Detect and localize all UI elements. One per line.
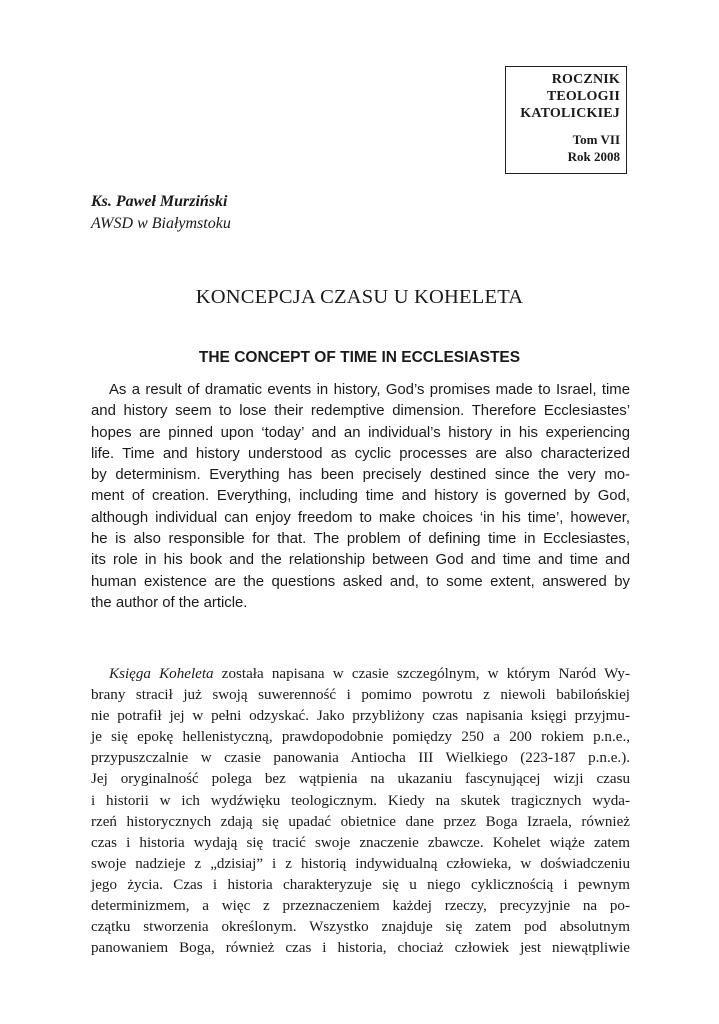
body-line: jego życia. Czas i historia charakteryzuje się u niego cyklicznością i pewnym	[91, 876, 630, 893]
abstract-line: and history seem to lose their redemptive dimension. Therefore Ecclesiastes’	[91, 403, 630, 420]
body-line: brany stracił już swoją suwerenność i pomimo powrotu z niewoli babilońskiej	[91, 687, 630, 704]
body-line: panowaniem Boga, również czas i historia, chociaż człowiek jest niewątpliwie	[91, 940, 630, 957]
journal-year: Rok 2008	[567, 149, 620, 164]
abstract-line: the author of the article.	[91, 594, 248, 611]
abstract-line: although individual can enjoy freedom to make choices ‘in his time’, however,	[91, 509, 630, 526]
abstract-line: human existence are the questions asked and, to some extent, answered by	[91, 573, 630, 590]
abstract	[91, 380, 630, 614]
body-line: determinizmem, a więc z przeznaczeniem każdej rzeczy, precyzyjnie na po-	[91, 898, 630, 915]
body-line: przypuszczalnie w czasie panowania Antiocha III Wielkiego (223-187 p.n.e.).	[91, 750, 630, 767]
abstract-line: by determinism. Everything has been precisely destined since the very mo-	[91, 467, 630, 484]
author-affiliation: AWSD w Białymstoku	[91, 215, 231, 232]
body-line: i historii w ich wydźwięku teologicznym. Kiedy na skutek tragicznych wyda-	[91, 792, 630, 809]
abstract-line: its role in his book and the relationship between God and time and time and	[91, 552, 630, 569]
abstract-line: hopes are pinned upon ‘today’ and an individual’s history in his experiencing	[91, 424, 630, 441]
body-line: Jej oryginalność polega bez wątpienia na ukazaniu fascynującej wizji czasu	[91, 771, 630, 788]
author-block	[91, 191, 231, 235]
body-line: rzeń historycznych zdają się upadać obietnice dane przez Boga Izraela, również	[91, 813, 630, 830]
journal-title-line: KATOLICKIEJ	[520, 106, 620, 121]
book-title-italic: Księga Koheleta	[109, 666, 214, 682]
journal-volume: Tom VII	[572, 132, 620, 147]
body-line: nie potrafił jej w pełni odzyskać. Jako przybliżony czas napisania księgi przyjmu-	[91, 708, 630, 725]
body-line: czas i historia wydają się tracić swoje znaczenie zbawcze. Kohelet wiąże zatem	[91, 834, 630, 851]
body-line: czątku stworzenia określonym. Wszystko znajduje się zatem pod absolutnym	[91, 919, 630, 936]
body-line: je się epokę hellenistyczną, prawdopodobnie pomiędzy 250 a 200 rokiem p.n.e.,	[91, 729, 630, 746]
article-title-polish: KONCEPCJA CZASU U KOHELETA	[195, 286, 524, 308]
journal-title-line: TEOLOGII	[546, 89, 620, 104]
abstract-line: As a result of dramatic events in history, God’s promises made to Israel, time	[109, 382, 630, 398]
body-line-first	[91, 664, 630, 685]
journal-title-line: ROCZNIK	[551, 72, 620, 87]
author-name: Ks. Paweł Murziński	[91, 193, 228, 210]
abstract-line: life. Time and history understood as cyclic processes are also characterized	[91, 445, 630, 462]
body-paragraph	[91, 664, 630, 959]
abstract-line: he is also responsible for that. The problem of defining time in Ecclesiastes,	[91, 531, 630, 548]
abstract-line: ment of creation. Everything, including time and history is governed by God,	[91, 488, 630, 505]
journal-info-box	[505, 66, 627, 174]
first-line-text: została napisana w czasie szczególnym, w którym Naród Wy-	[213, 666, 630, 682]
article-title-english: THE CONCEPT OF TIME IN ECCLESIASTES	[198, 349, 521, 366]
body-line: swoje nadzieje z „dzisiaj” i z historią indywidualną człowieka, w doświadczeniu	[91, 855, 630, 872]
